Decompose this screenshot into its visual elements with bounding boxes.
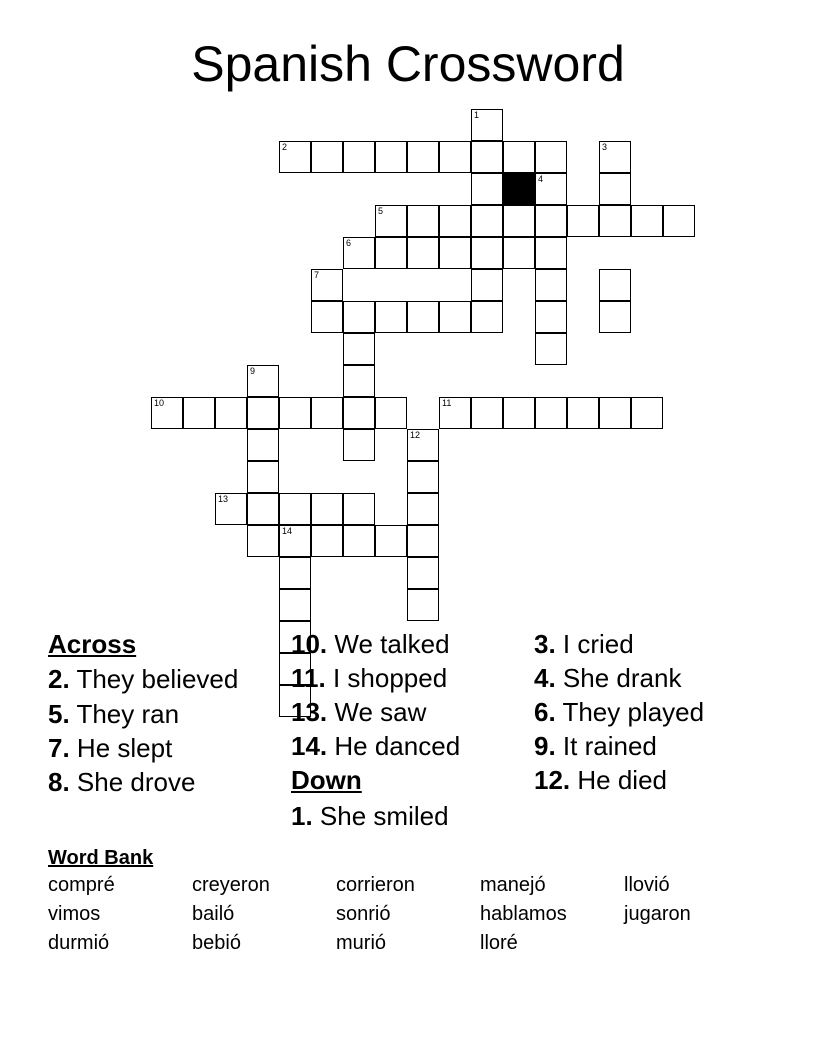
grid-cell[interactable] xyxy=(503,141,535,173)
clue-across-8 xyxy=(48,765,278,799)
grid-cell[interactable] xyxy=(535,301,567,333)
grid-cell[interactable] xyxy=(407,525,439,557)
clue-number-label: 12 xyxy=(410,430,421,440)
grid-cell[interactable] xyxy=(279,141,311,173)
clue-across-7 xyxy=(48,731,278,765)
grid-cell[interactable] xyxy=(535,397,567,429)
clue-text: They believed xyxy=(76,664,239,694)
clue-text: They ran xyxy=(76,699,180,729)
grid-cell[interactable] xyxy=(343,301,375,333)
grid-cell[interactable] xyxy=(439,237,471,269)
grid-cell[interactable] xyxy=(407,429,439,461)
grid-cell[interactable] xyxy=(343,525,375,557)
clue-across-10 xyxy=(291,627,526,661)
grid-cell[interactable] xyxy=(535,333,567,365)
grid-cell[interactable] xyxy=(311,397,343,429)
grid-cell[interactable] xyxy=(407,589,439,621)
grid-cell[interactable] xyxy=(279,397,311,429)
grid-cell-blocked xyxy=(503,173,535,205)
clue-across-2 xyxy=(48,665,278,694)
grid-cell[interactable] xyxy=(375,237,407,269)
grid-cell[interactable] xyxy=(663,205,695,237)
grid-cell[interactable] xyxy=(279,589,311,621)
grid-cell[interactable] xyxy=(599,397,631,429)
grid-cell[interactable] xyxy=(471,397,503,429)
grid-cell[interactable] xyxy=(535,237,567,269)
clue-number: 4. xyxy=(534,663,556,693)
grid-cell[interactable] xyxy=(503,397,535,429)
grid-cell[interactable] xyxy=(375,205,407,237)
grid-cell[interactable] xyxy=(311,301,343,333)
grid-cell[interactable] xyxy=(311,269,343,301)
clue-down-6 xyxy=(534,695,794,729)
clue-text: They played xyxy=(562,697,705,727)
grid-cell[interactable] xyxy=(503,237,535,269)
clue-text: It rained xyxy=(562,731,657,761)
grid-cell[interactable] xyxy=(343,141,375,173)
grid-cell[interactable] xyxy=(343,397,375,429)
clue-down-4 xyxy=(534,661,794,695)
clue-across-11 xyxy=(291,661,526,695)
clue-number-label: 13 xyxy=(218,494,229,504)
word-bank-item: compré xyxy=(48,874,115,896)
grid-cell[interactable] xyxy=(439,301,471,333)
grid-cell[interactable] xyxy=(247,365,279,397)
grid-cell[interactable] xyxy=(311,525,343,557)
clue-number: 7. xyxy=(48,733,70,763)
grid-cell[interactable] xyxy=(599,173,631,205)
grid-cell[interactable] xyxy=(375,397,407,429)
grid-cell[interactable] xyxy=(535,173,567,205)
clue-down-9 xyxy=(534,729,794,763)
grid-cell[interactable] xyxy=(279,557,311,589)
clue-text: We talked xyxy=(334,629,450,659)
clue-across-14 xyxy=(291,729,526,763)
clue-number: 9. xyxy=(534,731,556,761)
grid-cell[interactable] xyxy=(407,205,439,237)
word-bank-item: creyeron xyxy=(192,874,270,896)
clues-column-2 xyxy=(291,627,526,833)
grid-cell[interactable] xyxy=(183,397,215,429)
grid-cell[interactable] xyxy=(631,205,663,237)
clue-number-label: 2 xyxy=(282,142,288,152)
clue-number: 5. xyxy=(48,699,70,729)
grid-cell[interactable] xyxy=(599,301,631,333)
grid-cell[interactable] xyxy=(407,557,439,589)
page-title: Spanish Crossword xyxy=(191,36,625,92)
word-bank-item: hablamos xyxy=(480,903,567,925)
down-heading: Down xyxy=(291,765,362,795)
grid-cell[interactable] xyxy=(247,429,279,461)
word-bank-item: corrieron xyxy=(336,874,415,896)
grid-cell[interactable] xyxy=(439,205,471,237)
grid-cell[interactable] xyxy=(535,205,567,237)
clue-number: 3. xyxy=(534,629,556,659)
grid-cell[interactable] xyxy=(631,397,663,429)
word-bank-item: murió xyxy=(336,932,387,954)
grid-cell[interactable] xyxy=(471,237,503,269)
grid-cell[interactable] xyxy=(215,493,247,525)
clue-number: 11. xyxy=(291,663,326,693)
clue-number-label: 5 xyxy=(378,206,384,216)
word-bank-item: lloré xyxy=(480,932,518,954)
grid-cell[interactable] xyxy=(599,205,631,237)
grid-cell[interactable] xyxy=(215,397,247,429)
word-bank-item: manejó xyxy=(480,874,546,896)
clue-text: He died xyxy=(577,765,668,795)
grid-cell[interactable] xyxy=(535,141,567,173)
grid-cell[interactable] xyxy=(439,141,471,173)
grid-cell[interactable] xyxy=(407,301,439,333)
word-bank-title: Word Bank xyxy=(48,847,154,869)
clue-text: He slept xyxy=(76,733,173,763)
clue-number-label: 11 xyxy=(442,398,452,408)
clues-column-3 xyxy=(534,627,794,797)
across-heading: Across xyxy=(48,629,137,659)
clue-number-label: 6 xyxy=(346,238,352,248)
grid-cell[interactable] xyxy=(471,141,503,173)
grid-cell[interactable] xyxy=(375,525,407,557)
grid-cell[interactable] xyxy=(599,269,631,301)
word-bank-item: sonrió xyxy=(336,903,391,925)
crossword-grid xyxy=(151,109,665,592)
grid-cell[interactable] xyxy=(471,205,503,237)
clue-number-label: 7 xyxy=(314,270,320,280)
clue-text: I shopped xyxy=(332,663,448,693)
clue-text: I cried xyxy=(562,629,634,659)
word-bank-item: bailó xyxy=(192,903,235,925)
clue-number-label: 1 xyxy=(474,110,480,120)
word-bank-item: durmió xyxy=(48,932,110,954)
clue-number: 10. xyxy=(291,629,328,659)
grid-cell[interactable] xyxy=(343,493,375,525)
clues-column-1 xyxy=(48,627,278,799)
grid-cell[interactable] xyxy=(471,269,503,301)
clue-number-label: 10 xyxy=(154,398,165,408)
clue-number: 13. xyxy=(291,697,328,727)
clue-text: She drank xyxy=(562,663,682,693)
clue-number: 12. xyxy=(534,765,571,795)
clue-down-12 xyxy=(534,763,794,797)
clue-number-label: 4 xyxy=(538,174,544,184)
clue-number: 14. xyxy=(291,731,328,761)
clue-number: 8. xyxy=(48,767,70,797)
grid-cell[interactable] xyxy=(343,429,375,461)
grid-cell[interactable] xyxy=(567,205,599,237)
grid-cell[interactable] xyxy=(311,493,343,525)
clue-text: He danced xyxy=(334,731,461,761)
clue-text: She drove xyxy=(76,767,196,797)
grid-cell[interactable] xyxy=(471,173,503,205)
grid-cell[interactable] xyxy=(407,237,439,269)
grid-cell[interactable] xyxy=(279,525,311,557)
grid-cell[interactable] xyxy=(343,237,375,269)
clue-down-1 xyxy=(291,799,526,833)
grid-cell[interactable] xyxy=(375,141,407,173)
grid-cell[interactable] xyxy=(407,461,439,493)
grid-cell[interactable] xyxy=(535,269,567,301)
clue-text: She smiled xyxy=(319,801,449,831)
grid-cell[interactable] xyxy=(599,141,631,173)
clue-number-label: 14 xyxy=(282,526,293,536)
grid-cell[interactable] xyxy=(151,397,183,429)
clue-down-3 xyxy=(534,627,794,661)
grid-cell[interactable] xyxy=(407,141,439,173)
grid-cell[interactable] xyxy=(503,205,535,237)
grid-cell[interactable] xyxy=(439,397,471,429)
grid-cell[interactable] xyxy=(375,301,407,333)
grid-cell[interactable] xyxy=(343,333,375,365)
grid-cell[interactable] xyxy=(407,493,439,525)
grid-cell[interactable] xyxy=(471,301,503,333)
grid-cell[interactable] xyxy=(247,461,279,493)
word-bank-item: bebió xyxy=(192,932,241,954)
clue-number: 2. xyxy=(48,664,70,694)
clue-across-13 xyxy=(291,695,526,729)
clue-number-label: 3 xyxy=(602,142,608,152)
grid-cell[interactable] xyxy=(471,109,503,141)
word-bank-item: llovió xyxy=(624,874,670,896)
grid-cell[interactable] xyxy=(279,493,311,525)
grid-cell[interactable] xyxy=(567,397,599,429)
grid-cell[interactable] xyxy=(247,493,279,525)
clue-across-5 xyxy=(48,697,278,731)
grid-cell[interactable] xyxy=(247,525,279,557)
word-bank-item: jugaron xyxy=(624,903,691,925)
grid-cell[interactable] xyxy=(311,141,343,173)
grid-cell[interactable] xyxy=(247,397,279,429)
clue-number-label: 9 xyxy=(250,366,256,376)
clue-text: We saw xyxy=(334,697,427,727)
clue-number: 6. xyxy=(534,697,556,727)
word-bank-item: vimos xyxy=(48,903,101,925)
clue-number: 1. xyxy=(291,801,313,831)
grid-cell[interactable] xyxy=(343,365,375,397)
